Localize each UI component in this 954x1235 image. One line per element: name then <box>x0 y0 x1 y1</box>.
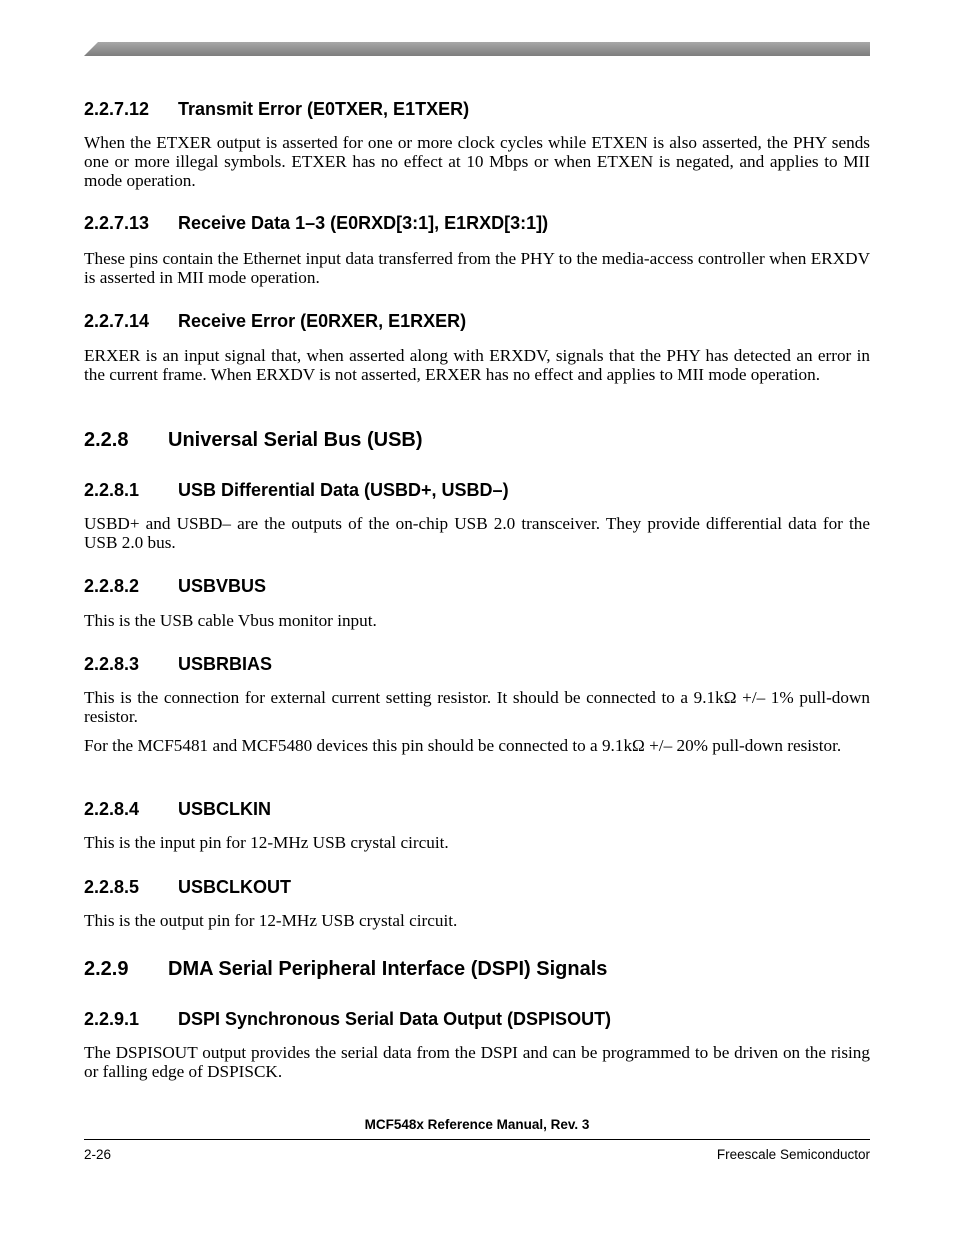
paragraph: This is the connection for external current setting resistor. It should be connected to a 9.1kΩ +/– 1% pull-down resistor. <box>84 688 870 726</box>
section-number: 2.2.7.14 <box>84 311 150 331</box>
paragraph: This is the USB cable Vbus monitor input. <box>84 611 377 630</box>
section-number: 2.2.9 <box>84 958 129 980</box>
section-heading <box>84 428 423 452</box>
paragraph: This is the input pin for 12-MHz USB crystal circuit. <box>84 833 449 852</box>
section-2-2-8-3 <box>84 653 272 675</box>
section-2-2-7-13 <box>84 212 548 234</box>
header-bar <box>84 42 870 56</box>
section-number: 2.2.8.3 <box>84 654 140 674</box>
section-title: USBRBIAS <box>178 654 273 674</box>
paragraph: The DSPISOUT output provides the serial data from the DSPI and can be programmed to be driven on the rising or falling edge of DSPISCK. <box>84 1043 870 1081</box>
footer-page-number: 2-26 <box>84 1147 112 1162</box>
section-title: USB Differential Data (USBD+, USBD–) <box>178 480 509 500</box>
paragraph: For the MCF5481 and MCF5480 devices this pin should be connected to a 9.1kΩ +/– 20% pull-down resistor. <box>84 736 842 755</box>
section-2-2-8-5 <box>84 876 291 898</box>
section-number: 2.2.8.4 <box>84 799 140 819</box>
section-title: USBCLKIN <box>178 799 271 819</box>
section-number: 2.2.8.2 <box>84 576 140 596</box>
section-2-2-7-12 <box>84 98 469 120</box>
section-heading <box>84 575 266 597</box>
paragraph: ERXER is an input signal that, when asserted along with ERXDV, signals that the PHY has detected an error in the current frame. When ERXDV is not asserted, ERXER has no effect and applies to MII mode operation. <box>84 346 870 384</box>
footer-document-title: MCF548x Reference Manual, Rev. 3 <box>364 1117 590 1132</box>
paragraph: USBD+ and USBD– are the outputs of the on-chip USB 2.0 transceiver. They provide differential data for the USB 2.0 bus. <box>84 514 870 552</box>
section-heading <box>84 798 271 820</box>
section-title: Receive Data 1–3 (E0RXD[3:1], E1RXD[3:1]) <box>178 213 549 233</box>
section-title: Receive Error (E0RXER, E1RXER) <box>178 311 467 331</box>
section-number: 2.2.7.12 <box>84 99 150 119</box>
section-heading <box>84 957 607 981</box>
section-heading <box>84 310 466 332</box>
section-heading <box>84 479 509 501</box>
footer-company: Freescale Semiconductor <box>716 1147 870 1162</box>
section-2-2-8 <box>84 428 423 452</box>
section-title: USBVBUS <box>178 576 267 596</box>
header-bar-graphic <box>84 42 870 56</box>
section-heading <box>84 98 469 120</box>
paragraph: This is the output pin for 12-MHz USB crystal circuit. <box>84 911 458 930</box>
section-title: DMA Serial Peripheral Interface (DSPI) Signals <box>168 958 608 980</box>
section-heading <box>84 876 291 898</box>
section-title: DSPI Synchronous Serial Data Output (DSPISOUT) <box>178 1009 612 1029</box>
section-2-2-7-14 <box>84 310 466 332</box>
section-heading <box>84 653 272 675</box>
section-number: 2.2.8 <box>84 429 129 451</box>
section-heading <box>84 212 548 234</box>
section-2-2-8-4 <box>84 798 271 820</box>
paragraph: When the ETXER output is asserted for one or more clock cycles while ETXEN is also asserted, the PHY sends one or more illegal symbols. ETXER has no effect at 10 Mbps or when ETXEN is negated, and applies to MII mode operation. <box>84 133 870 190</box>
footer-divider <box>84 1139 870 1140</box>
section-title: Transmit Error (E0TXER, E1TXER) <box>178 99 470 119</box>
section-number: 2.2.9.1 <box>84 1009 140 1029</box>
section-2-2-8-2 <box>84 575 266 597</box>
section-number: 2.2.7.13 <box>84 213 150 233</box>
section-number: 2.2.8.5 <box>84 877 140 897</box>
section-2-2-9-1 <box>84 1008 611 1030</box>
section-title: USBCLKOUT <box>178 877 291 897</box>
section-title: Universal Serial Bus (USB) <box>168 429 423 451</box>
section-2-2-8-1 <box>84 479 509 501</box>
section-2-2-9 <box>84 957 607 981</box>
paragraph: These pins contain the Ethernet input data transferred from the PHY to the media-access controller when ERXDV is asserted in MII mode operation. <box>84 249 870 287</box>
section-heading <box>84 1008 611 1030</box>
section-number: 2.2.8.1 <box>84 480 140 500</box>
